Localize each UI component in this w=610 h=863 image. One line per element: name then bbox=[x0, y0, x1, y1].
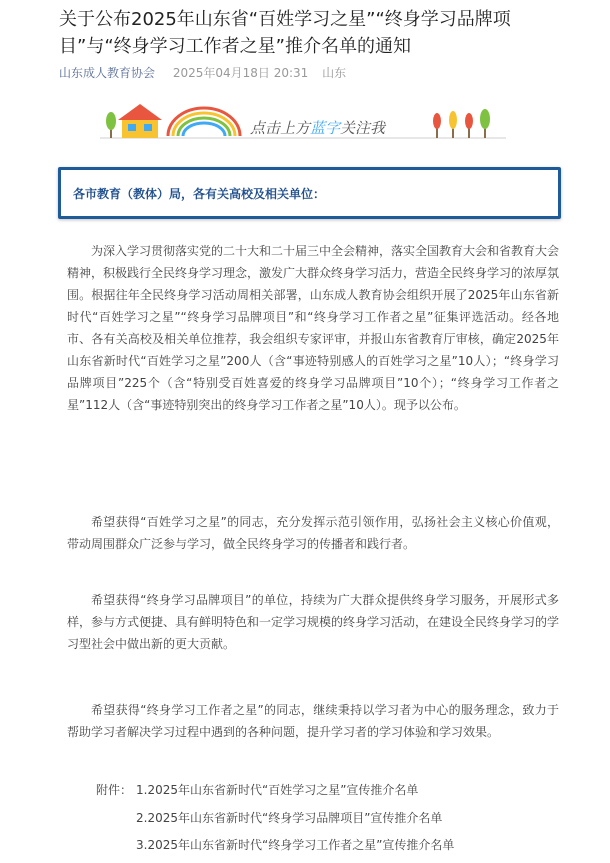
attachment-item-2: 2.2025年山东省新时代“终身学习品牌项目”宣传推介名单 bbox=[136, 811, 443, 825]
article-meta bbox=[59, 64, 346, 81]
tree-icon bbox=[106, 112, 116, 138]
slogan-after: 关注我 bbox=[340, 119, 386, 137]
rainbow-icon bbox=[168, 108, 240, 136]
article-title: 关于公布2025年山东省“百姓学习之星”“终身学习品牌项目”与“终身学习工作者之星”推介名单的通知 bbox=[59, 9, 511, 57]
svg-text:点击上方蓝字关注我 bbox=[250, 119, 387, 137]
publish-datetime: 2025年04月18日 20:31 bbox=[172, 66, 309, 80]
body-paragraph-3: 希望获得“终身学习品牌项目”的单位，持续为广大群众提供终身学习服务，开展形式多样，参与方式便捷、具有鲜明特色和一定学习规模的终身学习活动，在建设全民终身学习的学习型社会中做出新的更大贡献。 bbox=[67, 593, 560, 651]
attachment-item-3: 3.2025年山东省新时代“终身学习工作者之星”宣传推介名单 bbox=[136, 838, 455, 852]
addressee-box bbox=[58, 167, 561, 219]
house-icon bbox=[118, 104, 162, 138]
follow-slogan bbox=[250, 119, 387, 137]
addressee-text: 各市教育（教体）局，各有关高校及相关单位： bbox=[73, 187, 326, 201]
follow-banner[interactable] bbox=[98, 96, 508, 154]
trees-icon bbox=[433, 109, 490, 138]
account-name-link[interactable]: 山东成人教育协会 bbox=[59, 66, 156, 80]
attachment-label: 附件： bbox=[96, 783, 133, 797]
body-paragraph-4: 希望获得“终身学习工作者之星”的同志，继续秉持以学习者为中心的服务理念，致力于帮助学习者解决学习过程中遇到的各种问题，提升学习者的学习体验和学习效果。 bbox=[67, 703, 559, 739]
body-paragraph-2: 希望获得“百姓学习之星”的同志，充分发挥示范引领作用，弘扬社会主义核心价值观，带动周围群众广泛参与学习，做全民终身学习的传播者和践行者。 bbox=[67, 515, 559, 551]
publish-location: 山东 bbox=[322, 66, 347, 80]
slogan-before: 点击上方 bbox=[250, 119, 311, 137]
attachment-item-1: 1.2025年山东省新时代“百姓学习之星”宣传推介名单 bbox=[136, 783, 419, 797]
slogan-highlight: 蓝字 bbox=[310, 119, 341, 137]
body-paragraph-1: 为深入学习贯彻落实党的二十大和二十届三中全会精神，落实全国教育大会和省教育大会精神，积极践行全民终身学习理念，激发广大群众终身学习活力，营造全民终身学习的浓厚氛围。根据往年全民终身学习活动周相关部署，山东成人教育协会组织开展了2025年山东省新时代“百姓学习之星”“终身学习品牌项目”和“终身学习工作者之星”征集评选活动。经各地市、各有关高校及相关单位推荐，我会组织专家评审，并报山东省教育厅审核，确定2025年山东省新时代“百姓学习之星”200人（含“事迹特别感人的百姓学习之星”10人）；“终身学习品牌项目”225个（含“特别受百姓喜爱的终身学习品牌项目”10个）；“终身学习工作者之星”112人（含“事迹特别突出的终身学习工作者之星”10人）。现予以公布。 bbox=[67, 244, 560, 412]
